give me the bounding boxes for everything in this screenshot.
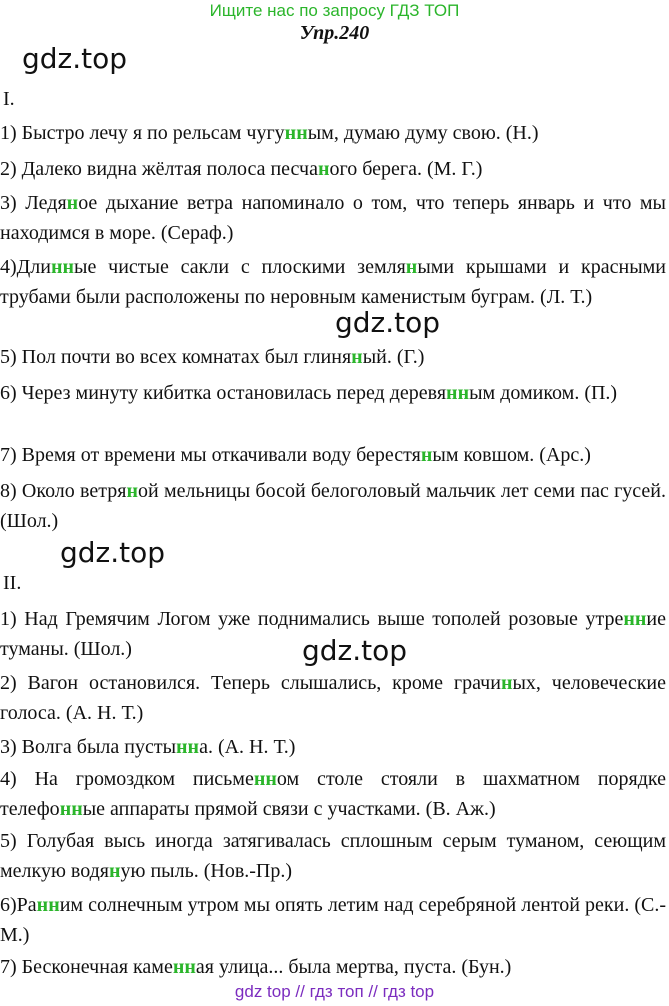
watermark-logo: gdz.top [60,536,166,569]
watermark-logo: gdz.top [22,42,128,75]
exercise-sentence: 5) Голубая высь иногда затягивалась сплошным серым туманом, сеющим мелкую водяную пыль. (Нов.-Пр.) [0,830,666,882]
exercise-sentence: 1) Быстро лечу я по рельсам чугунным, думаю думу свою. (Н.) [0,122,539,144]
section-label: I. [3,88,15,110]
exercise-sentence: 3) Волга была пустынна. (А. Н. Т.) [0,736,296,758]
exercise-sentence: 6)Ранним солнечным утром мы опять летим над серебряной лентой реки. (С.-М.) [0,894,666,946]
exercise-sentence: 2) Далеко видна жёлтая полоса песчаного берега. (М. Г.) [0,158,483,180]
exercise-sentence: 2) Вагон остановился. Теперь слышались, кроме грачиных, человеческие голоса. (А. Н. Т.) [0,672,666,724]
exercise-sentence: 8) Около ветряной мельницы босой белоголовый мальчик лет семи пас гусей. (Шол.) [0,480,666,532]
exercise-sentence: 7) Бесконечная каменная улица... была мертва, пуста. (Бун.) [0,956,512,978]
exercise-sentence: 1) Над Гремячим Логом уже поднимались выше тополей розовые утренние туманы. (Шол.) [0,608,666,660]
search-banner[interactable]: Ищите нас по запросу ГДЗ ТОП [209,1,460,20]
exercise-title: Упр.240 [299,22,370,44]
exercise-sentence: 7) Время от времени мы откачивали воду берестяным ковшом. (Арс.) [0,444,591,466]
footer-links[interactable]: gdz top // гдз топ // гдз top [234,982,435,1001]
exercise-sentence: 4)Длинные чистые сакли с плоскими земляными крышами и красными трубами были расположены по неровным каменистым буграм. (Л. Т.) [0,256,666,308]
exercise-sentence: 5) Пол почти во всех комнатах был глиняный. (Г.) [0,346,425,368]
watermark-logo: gdz.top [302,634,408,667]
watermark-logo: gdz.top [335,306,441,339]
exercise-sentence: 3) Ледяное дыхание ветра напоминало о том, что теперь январь и что мы находимся в море. (Сераф.) [0,192,666,244]
exercise-sentence: 4) На громоздком письменном столе стояли в шахматном порядке телефонные аппараты прямой связи с участками. (В. Аж.) [0,768,666,820]
section-label: II. [3,572,22,594]
exercise-sentence: 6) Через минуту кибитка остановилась перед деревянным домиком. (П.) [0,382,618,404]
